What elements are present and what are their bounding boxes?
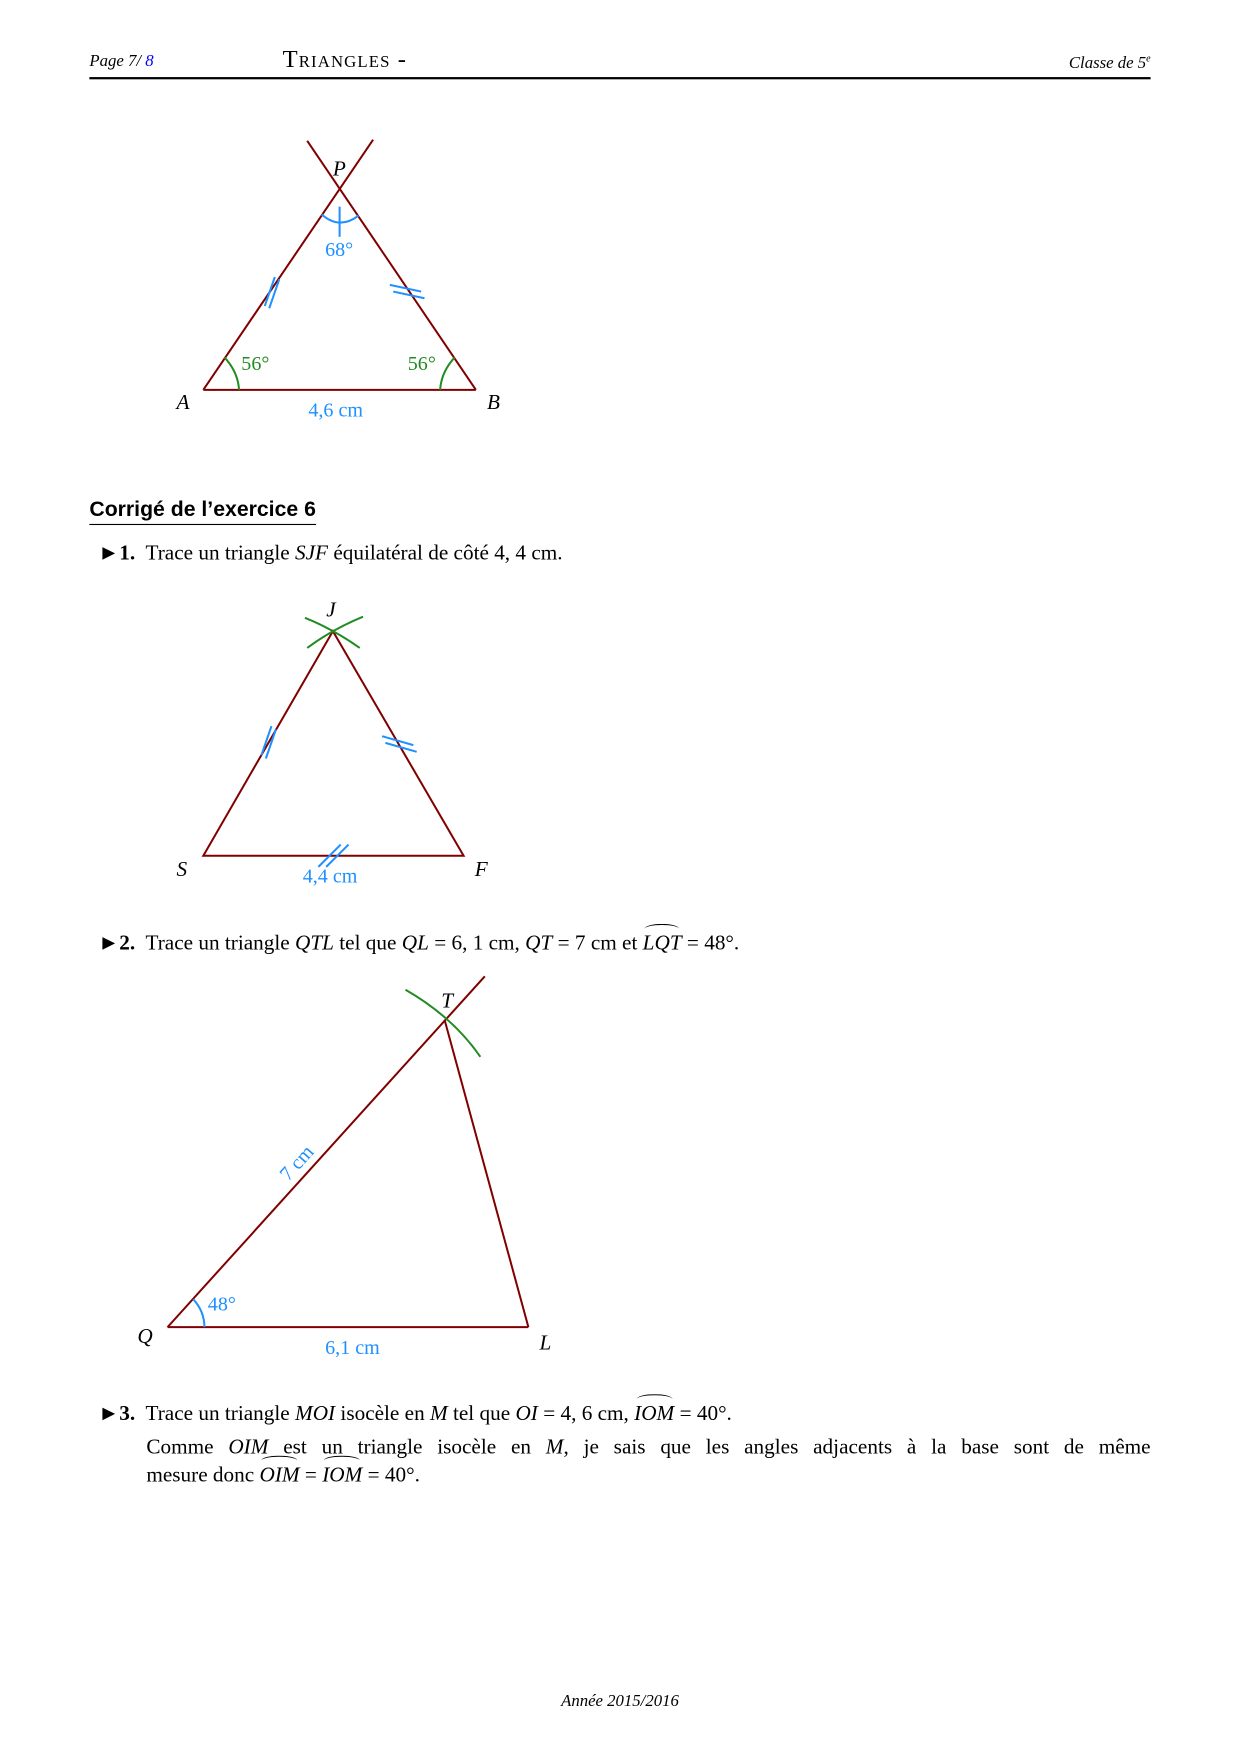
label-t: T: [441, 988, 454, 1013]
label-a: A: [176, 389, 190, 414]
label-p: P: [332, 156, 346, 181]
text: tel que: [333, 931, 402, 956]
math-angle: OIM: [259, 1463, 300, 1487]
section-heading: Corrigé de l’exercice 6: [89, 498, 316, 525]
label-b: B: [487, 389, 501, 414]
text: =: [299, 1463, 323, 1487]
angle-label-p: 68°: [325, 238, 354, 261]
figure-triangle-qtl: [168, 976, 529, 1327]
figure-triangle-sjf: [203, 617, 463, 867]
text: est un triangle isocèle en: [268, 1435, 546, 1459]
text: = 6, 1 cm,: [428, 931, 526, 956]
text: = 4, 6 cm,: [537, 1401, 635, 1426]
length-label-sf: 4,4 cm: [302, 865, 358, 888]
text: = 7 cm et: [552, 931, 643, 956]
answer-line-2: [146, 1463, 420, 1488]
math: QT: [525, 931, 553, 956]
document-title: Triangles -: [282, 44, 408, 73]
text: équilatéral de côté 4, 4 cm.: [328, 541, 563, 566]
math-angle: IOM: [634, 1401, 675, 1426]
angle-arc-a: [225, 357, 240, 389]
question-number: ►2.: [98, 931, 136, 956]
question-number: ►1.: [98, 541, 136, 566]
page-total-link[interactable]: 8: [145, 52, 154, 71]
text: mesure donc: [146, 1463, 260, 1487]
length-label-ab: 4,6 cm: [308, 399, 364, 422]
side-tl: [445, 1020, 529, 1327]
question-1: [98, 542, 562, 567]
angle-arc-q: [193, 1299, 204, 1327]
text: Trace un triangle: [145, 1401, 296, 1426]
page-label: Page 7/: [89, 52, 142, 71]
math: M: [429, 1401, 448, 1426]
label-f: F: [474, 856, 488, 881]
math: SJF: [295, 541, 329, 566]
math: QTL: [295, 931, 334, 956]
math: OI: [515, 1401, 538, 1426]
math: OIM: [228, 1435, 269, 1459]
footer: Année 2015/2016: [561, 1692, 679, 1711]
text: Trace un triangle: [145, 541, 296, 566]
label-l: L: [539, 1330, 552, 1355]
label-s: S: [176, 856, 188, 881]
math: QL: [401, 931, 429, 956]
triangle-sjf: [203, 631, 463, 856]
text: Trace un triangle: [145, 931, 296, 956]
class-text: Classe de 5: [1068, 54, 1147, 73]
side-ap: [203, 140, 373, 390]
question-number: ►3.: [98, 1401, 136, 1426]
text: , je sais que les angles adjacents à la base sont de même: [563, 1435, 1151, 1459]
hatch-ap-1: [265, 277, 275, 306]
side-qt: [168, 976, 485, 1327]
label-q: Q: [137, 1323, 153, 1348]
length-label-qt: 7 cm: [275, 1141, 319, 1186]
angle-label-b: 56°: [407, 352, 436, 375]
question-3: [98, 1402, 732, 1427]
text: tel que: [447, 1401, 516, 1426]
answer-line-1: [146, 1435, 1150, 1460]
question-2: [98, 932, 739, 957]
math: MOI: [295, 1401, 336, 1426]
label-j: J: [326, 597, 336, 622]
math-angle: LQT: [642, 931, 682, 956]
length-label-ql: 6,1 cm: [325, 1336, 380, 1359]
text: = 48°.: [681, 931, 740, 956]
math-angle: IOM: [322, 1463, 363, 1487]
text: = 40°.: [674, 1401, 732, 1426]
text: isocèle en: [335, 1401, 430, 1426]
text: = 40°.: [362, 1463, 420, 1487]
class-sup: e: [1146, 52, 1151, 64]
angle-label-a: 56°: [241, 352, 270, 375]
angle-arc-b: [440, 357, 455, 389]
text: Comme: [146, 1435, 229, 1459]
math: M: [545, 1435, 564, 1459]
angle-label-q: 48°: [207, 1293, 236, 1316]
